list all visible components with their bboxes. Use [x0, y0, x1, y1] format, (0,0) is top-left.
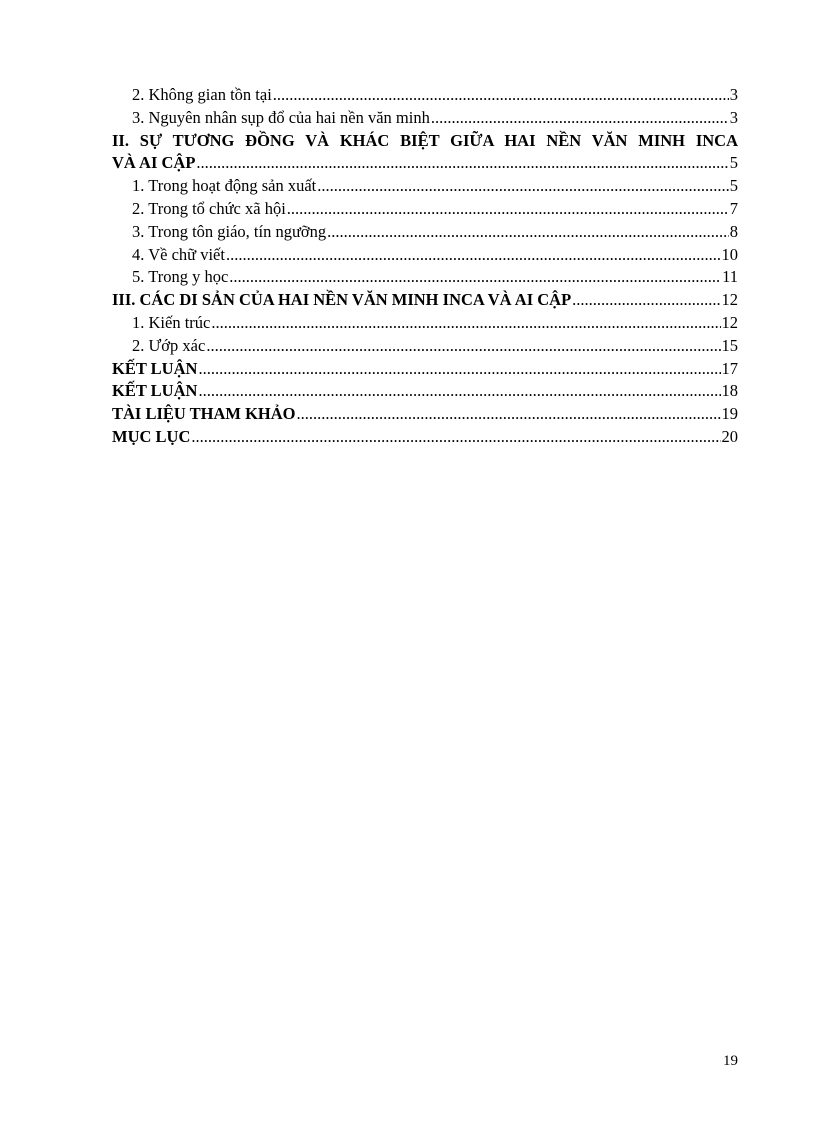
toc-entry-label: 1. Trong hoạt động sản xuất [132, 176, 317, 196]
toc-entry-page: 15 [721, 335, 738, 355]
dot-leader [191, 426, 720, 449]
dot-leader [196, 152, 728, 175]
toc-entry-page: 5 [729, 153, 738, 173]
dot-leader [572, 289, 720, 312]
toc-references [112, 403, 738, 426]
toc-conclusion [112, 358, 738, 381]
toc-section-ii-title: II. SỰ TƯƠNG ĐỒNG VÀ KHÁC BIỆT GIỮA HAI NỀN VĂN MINH INCA [112, 130, 738, 150]
dot-leader [198, 358, 720, 381]
dot-leader [226, 244, 721, 267]
toc-entry-label: 2. Ướp xác [132, 335, 206, 355]
toc-entry-label: 5. Trong y học [132, 267, 229, 287]
toc-entry-label: KẾT LUẬN [112, 381, 198, 401]
toc-entry [112, 84, 738, 107]
toc-entry-page: 12 [721, 312, 738, 332]
toc-entry-label: 4. Về chữ viết [132, 244, 225, 264]
toc-entry-page: 19 [721, 404, 738, 424]
dot-leader [206, 335, 720, 358]
toc-entry [112, 107, 738, 130]
toc-entry-page: 7 [729, 198, 738, 218]
toc-entry-page: 3 [729, 107, 738, 127]
toc-entry [112, 221, 738, 244]
toc-entry-page: 11 [722, 267, 738, 287]
toc-entry-page: 3 [729, 85, 738, 104]
dot-leader [297, 403, 721, 426]
toc-entry-page: 5 [729, 176, 738, 196]
toc-entry [112, 198, 738, 221]
dot-leader [198, 380, 720, 403]
toc-entry-label: 3. Trong tôn giáo, tín ngưỡng [132, 221, 327, 241]
dot-leader [431, 107, 729, 130]
dot-leader [287, 198, 729, 221]
toc-entry-label: 3. Nguyên nhân sụp đổ của hai nền văn minh [132, 107, 430, 127]
toc-entry-label: III. CÁC DI SẢN CỦA HAI NỀN VĂN MINH INCA VÀ AI CẬP [112, 290, 572, 310]
dot-leader [327, 221, 729, 244]
toc-entry-label: 2. Trong tổ chức xã hội [132, 198, 286, 218]
toc-section-iii [112, 289, 738, 312]
toc-entry-label: TÀI LIỆU THAM KHẢO [112, 404, 296, 424]
toc-entry-page: 17 [721, 358, 738, 378]
toc-entry-label: KẾT LUẬN [112, 358, 198, 378]
toc-section-ii [112, 152, 738, 175]
toc-entry [112, 335, 738, 358]
dot-leader [317, 175, 728, 198]
toc-entry [112, 175, 738, 198]
toc-entry-page: 8 [729, 221, 738, 241]
toc-entry-label: 2. Không gian tồn tại [132, 85, 272, 104]
toc-entry-label: MỤC LỤC [112, 426, 191, 446]
toc-entry [112, 244, 738, 267]
toc-entry-label: VÀ AI CẬP [112, 153, 196, 173]
dot-leader [273, 84, 729, 107]
toc-conclusion [112, 380, 738, 403]
toc-contents [112, 426, 738, 449]
table-of-contents [112, 84, 738, 449]
toc-entry-page: 18 [721, 381, 738, 401]
toc-entry-label: 1. Kiến trúc [132, 312, 211, 332]
dot-leader [229, 266, 721, 289]
toc-entry-page: 20 [721, 426, 738, 446]
toc-entry-page: 12 [721, 290, 738, 310]
toc-entry [112, 266, 738, 289]
toc-entry [112, 312, 738, 335]
dot-leader [211, 312, 720, 335]
toc-entry-page: 10 [721, 244, 738, 264]
page-number: 19 [723, 1053, 738, 1069]
